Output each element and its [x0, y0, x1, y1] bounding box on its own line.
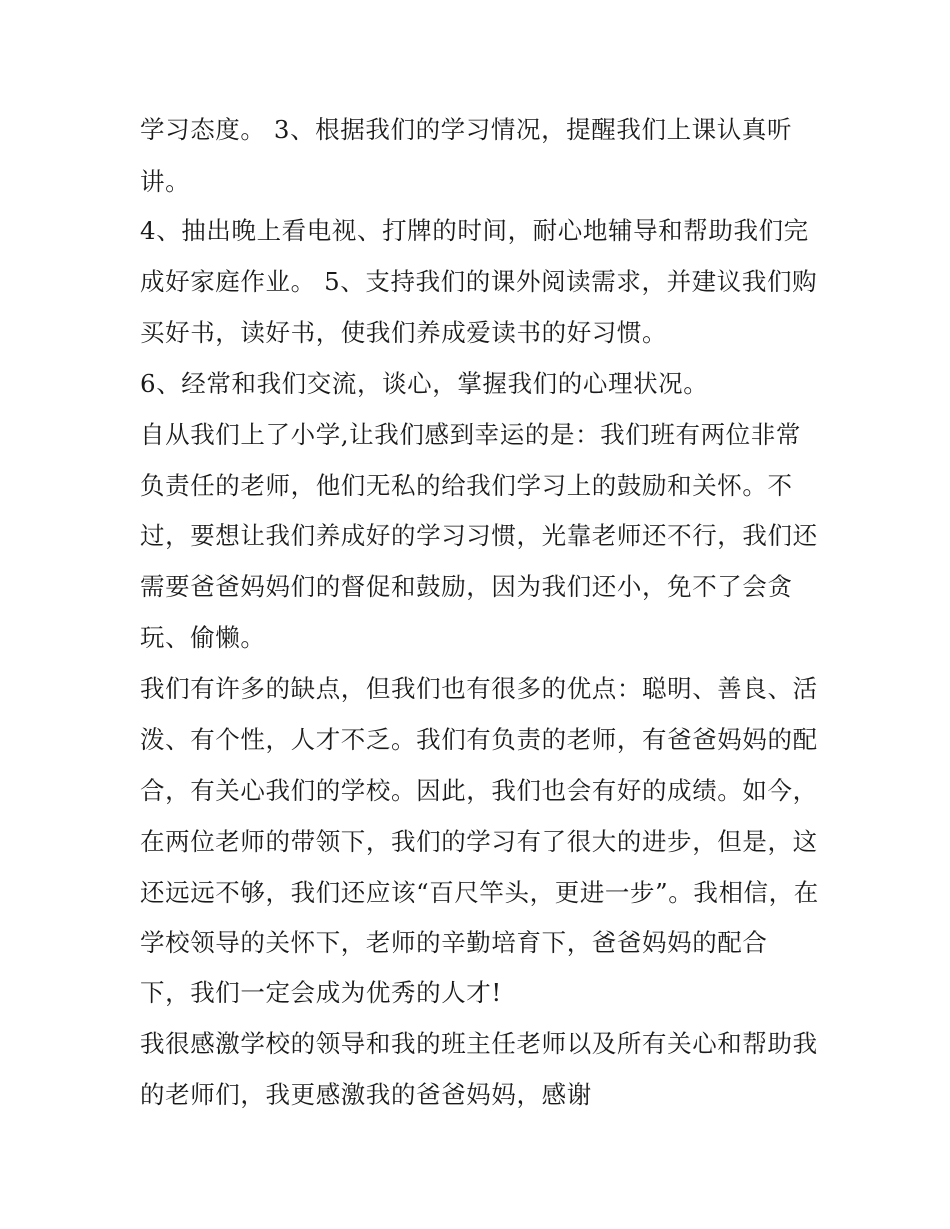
- text-line: 自从我们上了小学,让我们感到幸运的是：我们班有两位非常: [140, 420, 801, 449]
- text-line: 买好书，读好书，使我们养成爱读书的好习惯。: [140, 318, 668, 347]
- text-line: 4、抽出晚上看电视、打牌的时间，耐心地辅导和帮助我们完: [140, 216, 809, 245]
- text-line: 下，我们一定会成为优秀的人才!: [140, 978, 502, 1007]
- text-line: 在两位老师的带领下，我们的学习有了很大的进步，但是，这: [140, 827, 818, 856]
- text-line: 过，要想让我们养成好的学习习惯，光靠老师还不行，我们还: [140, 521, 818, 550]
- text-line: 讲。: [140, 167, 191, 196]
- text-line: 6、经常和我们交流，谈心，掌握我们的心理状况。: [140, 369, 709, 398]
- text-line: 我很感激学校的领导和我的班主任老师以及所有关心和帮助我: [140, 1029, 818, 1058]
- text-line: 还远远不够，我们还应该“百尺竿头，更进一步”。我相信，在: [140, 878, 819, 907]
- text-line: 的老师们，我更感激我的爸爸妈妈，感谢: [140, 1080, 592, 1109]
- text-line: 合，有关心我们的学校。因此，我们也会有好的成绩。如今，: [140, 776, 818, 805]
- text-line: 需要爸爸妈妈们的督促和鼓励，因为我们还小，免不了会贪: [140, 572, 793, 601]
- text-line: 我们有许多的缺点，但我们也有很多的优点：聪明、善良、活: [140, 674, 818, 703]
- text-line: 泼、有个性，人才不乏。我们有负责的老师，有爸爸妈妈的配: [140, 725, 818, 754]
- text-line: 成好家庭作业。 5、支持我们的课外阅读需求，并建议我们购: [140, 267, 818, 296]
- text-line: 学校领导的关怀下，老师的辛勤培育下，爸爸妈妈的配合: [140, 928, 768, 957]
- text-line: 负责任的老师，他们无私的给我们学习上的鼓励和关怀。不: [140, 471, 793, 500]
- text-line: 学习态度。 3、根据我们的学习情况，提醒我们上课认真听: [140, 115, 793, 144]
- text-line: 玩、偷懒。: [140, 623, 266, 652]
